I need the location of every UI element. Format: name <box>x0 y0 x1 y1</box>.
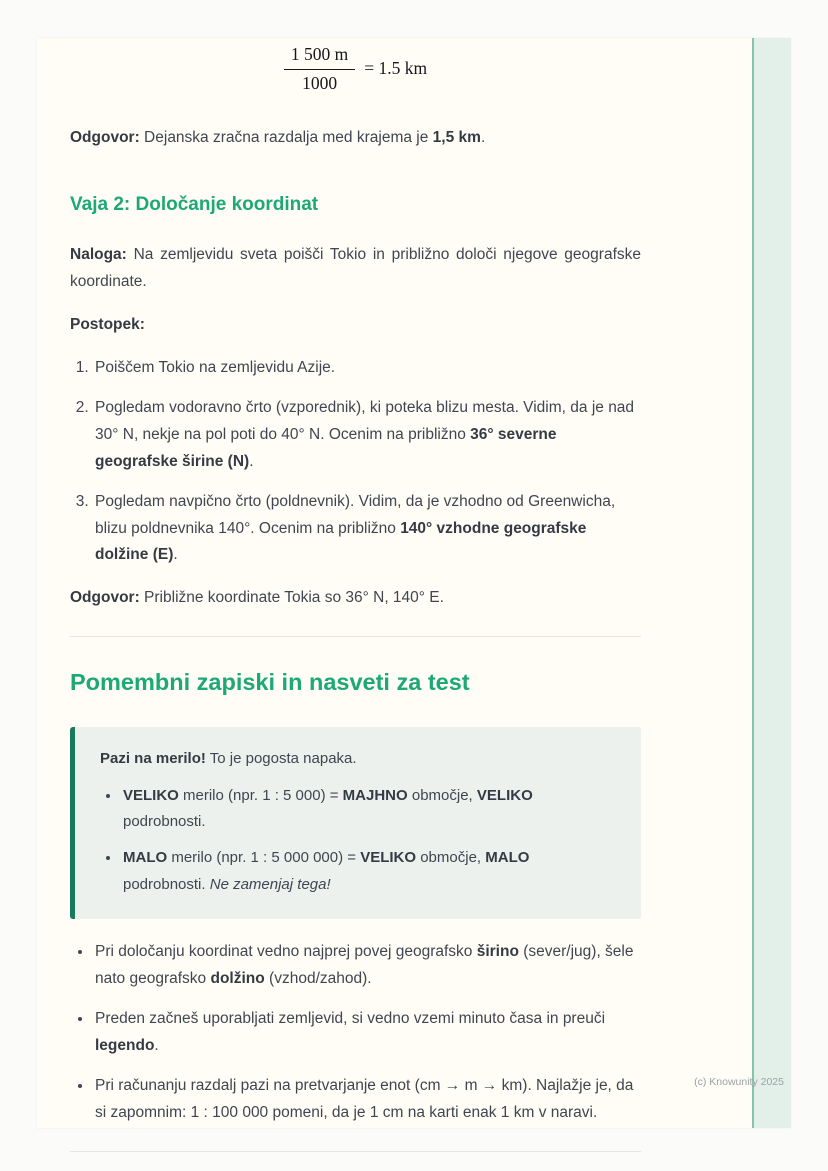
callout-heading-text: To je pogosta napaka. <box>205 750 357 768</box>
fraction-numerator: 1 500 m <box>284 44 355 70</box>
document-page <box>37 38 791 1128</box>
step-suffix: . <box>249 452 254 470</box>
step-item-1 <box>93 355 641 382</box>
task-text: Na zemljevidu sveta poišči Tokio in približno določi njegove geografske koordinate. <box>70 245 641 290</box>
seg: MAJHNO <box>342 786 408 804</box>
fraction-denominator: 1000 <box>302 72 338 93</box>
callout-list <box>100 783 615 899</box>
exercise2-task <box>70 242 641 296</box>
exercise1-answer <box>70 125 641 152</box>
answer-text: Približne koordinate Tokia so 36° N, 140° E. <box>139 589 444 607</box>
fraction <box>284 44 355 95</box>
step-text: Poiščem Tokio na zemljevidu Azije. <box>95 358 336 376</box>
seg: (vzhod/zahod). <box>264 970 372 988</box>
answer-strong: 1,5 km <box>432 128 481 146</box>
seg: . <box>154 1037 159 1055</box>
steps-label <box>70 312 641 339</box>
tips-list <box>70 939 641 1127</box>
steps-list <box>70 355 641 570</box>
seg: MALO <box>123 849 168 867</box>
copyright-footer: (c) Knowunity 2025 <box>694 1076 784 1088</box>
callout-heading-strong: Pazi na merilo! <box>100 750 206 768</box>
step-item-3 <box>93 489 641 570</box>
seg: dolžino <box>210 970 265 988</box>
formula-result: = 1.5 km <box>364 58 428 79</box>
seg: podrobnosti. <box>123 875 210 893</box>
math-formula <box>70 44 641 95</box>
seg: merilo (npr. 1 : 5 000 000) = <box>167 849 361 867</box>
tip-item-2 <box>93 1006 641 1060</box>
seg: merilo (npr. 1 : 5 000) = <box>178 786 343 804</box>
answer-label: Odgovor: <box>70 128 140 146</box>
section-divider <box>70 636 641 637</box>
steps-label-text: Postopek: <box>70 315 145 333</box>
seg: Pri določanju koordinat vedno najprej povej geografsko <box>95 943 477 961</box>
seg: podrobnosti. <box>123 813 206 831</box>
notes-title: Pomembni zapiski in nasveti za test <box>70 669 470 696</box>
step-strong: 36° severne geografske širine (N) <box>95 425 557 470</box>
step-suffix: . <box>173 546 178 564</box>
step-text: Pogledam navpično črto (poldnevnik). Vidim, da je vzhodno od Greenwicha, blizu poldnevnika 140°. Ocenim na približno <box>95 492 616 537</box>
callout-heading <box>100 746 615 772</box>
task-label: Naloga: <box>70 245 127 263</box>
exercise2-answer <box>70 585 641 612</box>
step-text: Pogledam vodoravno črto (vzporednik), ki poteka blizu mesta. Vidim, da je nad 30° N, nekje na pol poti do 40° N. Ocenim na približno <box>95 398 635 443</box>
callout-item-2 <box>121 845 615 898</box>
seg-italic: Ne zamenjaj tega! <box>209 875 331 893</box>
step-strong: 140° vzhodne geografske dolžine (E) <box>95 519 587 564</box>
seg: legendo <box>95 1037 155 1055</box>
step-item-2 <box>93 395 641 476</box>
seg: VELIKO <box>476 786 533 804</box>
seg: širino <box>476 943 519 961</box>
page-content <box>70 38 641 1152</box>
tip-item-3 <box>93 1073 641 1127</box>
exercise2-title: Vaja 2: Določanje koordinat <box>70 193 319 215</box>
tip-item-1 <box>93 939 641 993</box>
callout-item-1 <box>121 783 615 836</box>
seg: VELIKO <box>360 849 417 867</box>
seg: Preden začneš uporabljati zemljevid, si vedno vzemi minuto časa in preuči <box>95 1010 606 1028</box>
answer-label: Odgovor: <box>70 589 140 607</box>
seg: območje, <box>407 786 477 804</box>
answer-suffix: . <box>480 128 486 146</box>
seg: VELIKO <box>123 786 179 804</box>
seg: (sever/jug), šele nato geografsko <box>95 943 634 988</box>
bottom-divider <box>70 1151 641 1152</box>
seg: Pri računanju razdalj pazi na pretvarjanje enot (cm → m → km). Najlažje je, da si zapomnim: 1 : 100 000 pomeni, da je 1 cm na karti enak 1 km v naravi. <box>95 1077 634 1122</box>
page-edge-stripe <box>752 38 791 1128</box>
warning-callout <box>70 727 641 919</box>
seg: MALO <box>485 849 530 867</box>
answer-text: Dejanska zračna razdalja med krajema je <box>139 128 433 146</box>
seg: območje, <box>416 849 486 867</box>
